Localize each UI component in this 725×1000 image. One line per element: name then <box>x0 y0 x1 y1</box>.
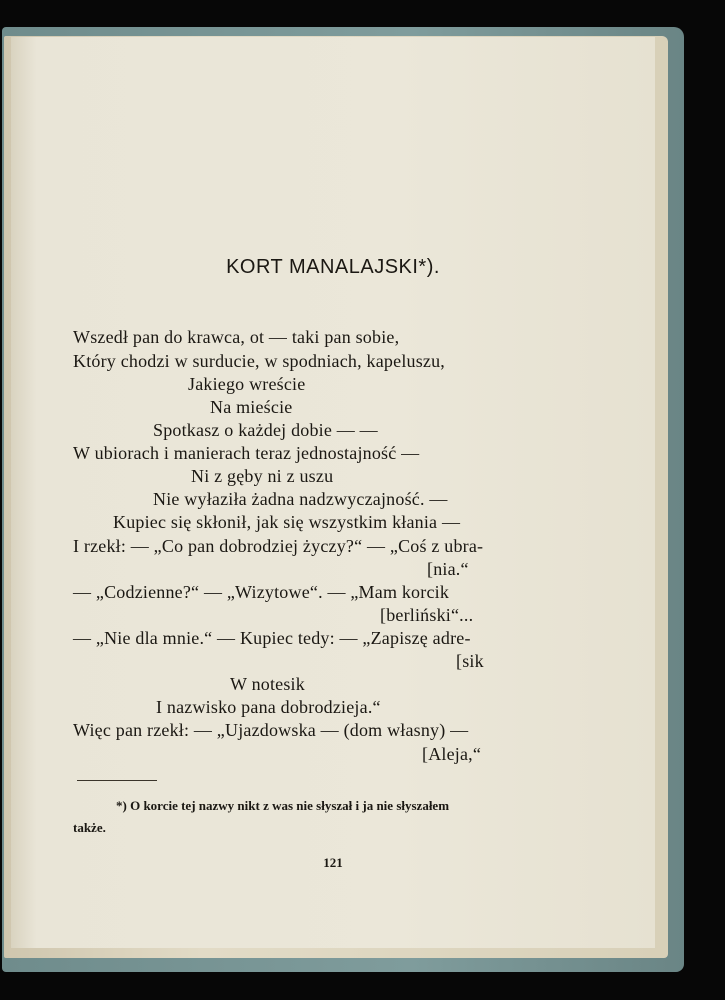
verse-line: I rzekł: — „Co pan dobrodziej życzy?“ — „Coś z ubra- <box>73 536 484 556</box>
verse-line: Jakiego wreście <box>188 374 306 394</box>
verse-line: Spotkasz o każdej dobie — — <box>153 420 378 440</box>
verse-line-continuation: [sik <box>456 651 484 671</box>
verse-line: W notesik <box>230 674 305 694</box>
verse-line: Więc pan rzekł: — „Ujazdowska — (dom własny) — <box>73 720 469 740</box>
verse-line: Kupiec się skłonił, jak się wszystkim kłania — <box>113 512 461 532</box>
verse-line-continuation: [berliński“... <box>380 605 474 625</box>
poem-title: KORT MANALAJSKI*). <box>226 256 440 278</box>
verse-line: W ubiorach i manierach teraz jednostajność — <box>73 443 420 463</box>
verse-line: Na mieście <box>210 397 293 417</box>
verse-line: Wszedł pan do krawca, ot — taki pan sobie, <box>73 327 400 347</box>
verse-line-continuation: [nia.“ <box>427 559 469 579</box>
verse-line: I nazwisko pana dobrodzieja.“ <box>156 697 381 717</box>
verse-line: Który chodzi w surducie, w spodniach, kapeluszu, <box>73 351 446 371</box>
book-page <box>11 37 655 948</box>
footnote-text-continued: także. <box>73 820 106 835</box>
footnote-divider <box>77 780 157 781</box>
verse-line: Nie wyłaziła żadna nadzwyczajność. — <box>153 489 448 509</box>
verse-line: Ni z gęby ni z uszu <box>191 466 334 486</box>
verse-line: — „Nie dla mnie.“ — Kupiec tedy: — „Zapiszę adre- <box>73 628 471 648</box>
verse-line: — „Codzienne?“ — „Wizytowe“. — „Mam korcik <box>73 582 450 602</box>
footnote-text: *) O korcie tej nazwy nikt z was nie słyszał i ja nie słyszałem <box>116 798 450 813</box>
verse-line-continuation: [Aleja,“ <box>422 744 482 764</box>
page-number: 121 <box>323 855 343 870</box>
